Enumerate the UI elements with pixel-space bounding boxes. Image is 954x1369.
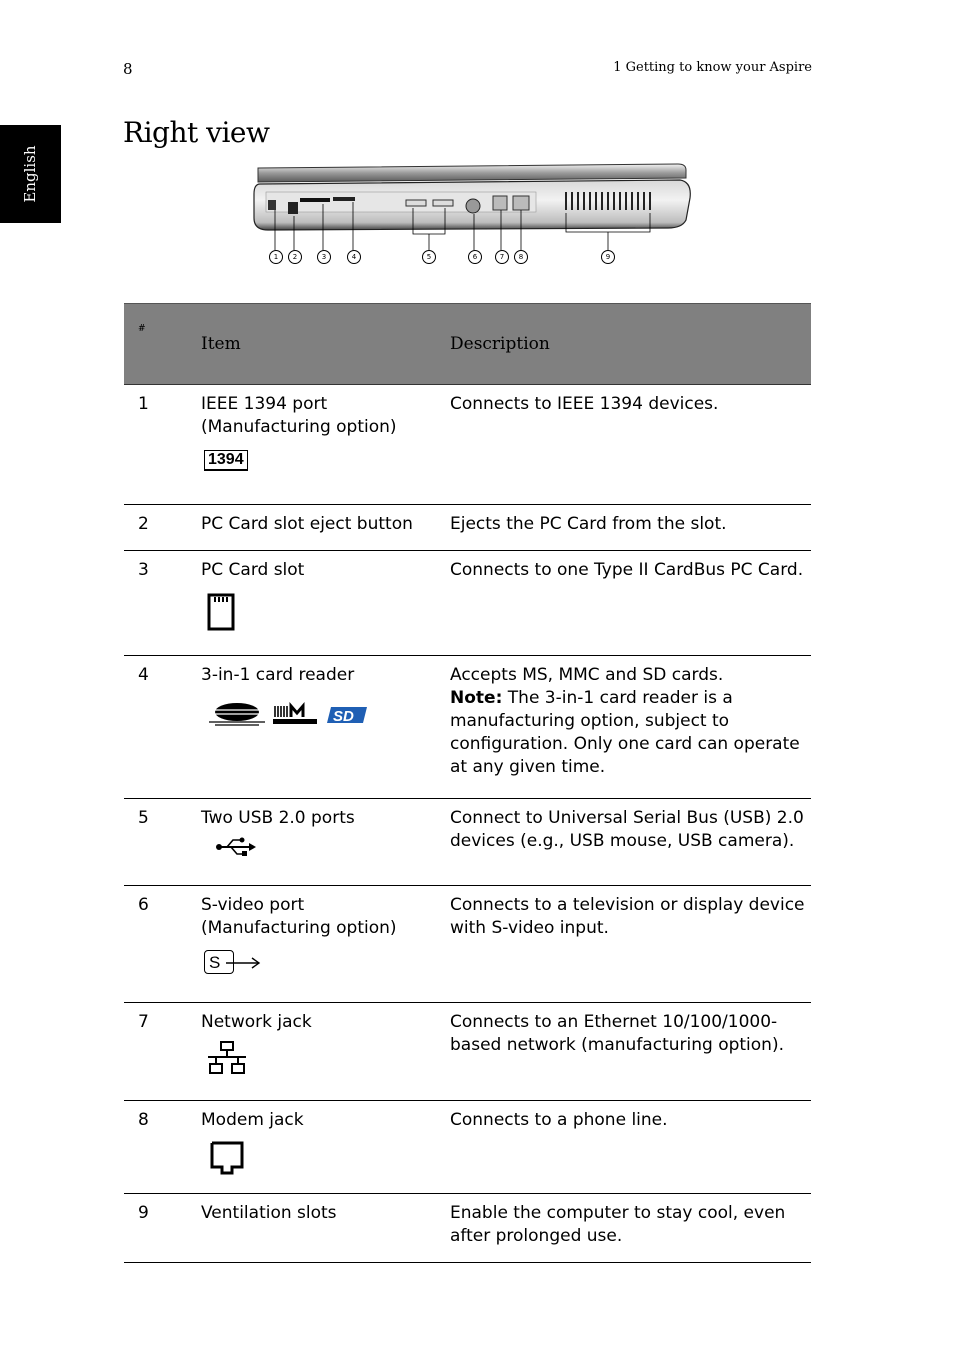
header-number: # (124, 304, 201, 385)
callout-7: 7 (495, 250, 509, 264)
callout-1: 1 (269, 250, 283, 264)
table-row (124, 799, 811, 886)
row-number: 9 (124, 1194, 201, 1263)
callout-9: 9 (601, 250, 615, 264)
header-item: Item (201, 304, 450, 385)
row-description: Connects to a phone line. (450, 1101, 811, 1194)
row-description: Connects to an Ethernet 10/100/1000-based network (manufacturing option). (450, 1003, 811, 1101)
ieee1394-icon: 1394 (201, 448, 450, 471)
arrow-right-icon (226, 956, 262, 970)
s-video-icon: S (204, 950, 264, 978)
item-name: IEEE 1394 port (201, 394, 328, 414)
item-subtitle: (Manufacturing option) (201, 918, 397, 938)
row-item: Ventilation slots (201, 1194, 450, 1263)
running-head: 1 Getting to know your Aspire (613, 60, 812, 75)
row-description: Enable the computer to stay cool, even after prolonged use. (450, 1194, 811, 1263)
note-label: Note: (450, 688, 503, 708)
row-description: Connect to Universal Serial Bus (USB) 2.0 devices (e.g., USB mouse, USB camera). (450, 799, 811, 886)
row-item (201, 551, 450, 656)
table-row (124, 886, 811, 1003)
language-tab (0, 125, 61, 223)
ports-table (124, 303, 811, 1263)
item-name: Two USB 2.0 ports (201, 808, 355, 828)
item-subtitle: (Manufacturing option) (201, 417, 397, 437)
table-row (124, 505, 811, 551)
header-description: Description (450, 304, 811, 385)
row-item: PC Card slot eject button (201, 505, 450, 551)
note-text: The 3-in-1 card reader is a manufacturing option, subject to configuration. Only one card can operate at any given time. (450, 688, 800, 777)
row-item (201, 886, 450, 1003)
row-number: 6 (124, 886, 201, 1003)
note-paragraph (450, 687, 811, 779)
item-name: Modem jack (201, 1110, 304, 1130)
row-description: Connects to a television or display device with S-video input. (450, 886, 811, 1003)
row-number: 7 (124, 1003, 201, 1101)
callout-3: 3 (317, 250, 331, 264)
section-title: Right view (123, 116, 270, 149)
usb-icon (215, 836, 257, 858)
card-reader-logos-icon (207, 699, 382, 729)
modem-icon (209, 1140, 249, 1176)
pc-card-icon (207, 592, 237, 632)
item-name: Network jack (201, 1012, 312, 1032)
language-tab-label: English (21, 145, 39, 203)
table-row (124, 385, 811, 505)
table-row (124, 551, 811, 656)
item-name: S-video port (201, 895, 305, 915)
row-item (201, 1003, 450, 1101)
callout-6: 6 (468, 250, 482, 264)
row-number: 8 (124, 1101, 201, 1194)
row-number: 5 (124, 799, 201, 886)
row-number: 2 (124, 505, 201, 551)
row-item (201, 656, 450, 799)
page-number: 8 (123, 60, 133, 78)
callout-5: 5 (422, 250, 436, 264)
item-name: PC Card slot (201, 560, 305, 580)
svg-text:SD: SD (333, 708, 354, 725)
network-icon (206, 1040, 250, 1076)
table-row (124, 656, 811, 799)
row-number: 1 (124, 385, 201, 505)
item-name: 3-in-1 card reader (201, 665, 355, 685)
table-row (124, 1101, 811, 1194)
callout-4: 4 (347, 250, 361, 264)
row-description: Connects to one Type II CardBus PC Card. (450, 551, 811, 656)
row-description: Ejects the PC Card from the slot. (450, 505, 811, 551)
row-number: 4 (124, 656, 201, 799)
callout-8: 8 (514, 250, 528, 264)
row-description: Connects to IEEE 1394 devices. (450, 385, 811, 505)
row-item (201, 385, 450, 505)
description-text: Accepts MS, MMC and SD cards. (450, 665, 724, 685)
figure-callouts (208, 158, 728, 276)
row-description (450, 656, 811, 799)
table-header-row (124, 304, 811, 385)
row-number: 3 (124, 551, 201, 656)
row-item (201, 1101, 450, 1194)
row-item (201, 799, 450, 886)
table-row (124, 1003, 811, 1101)
callout-2: 2 (288, 250, 302, 264)
table-row (124, 1194, 811, 1263)
